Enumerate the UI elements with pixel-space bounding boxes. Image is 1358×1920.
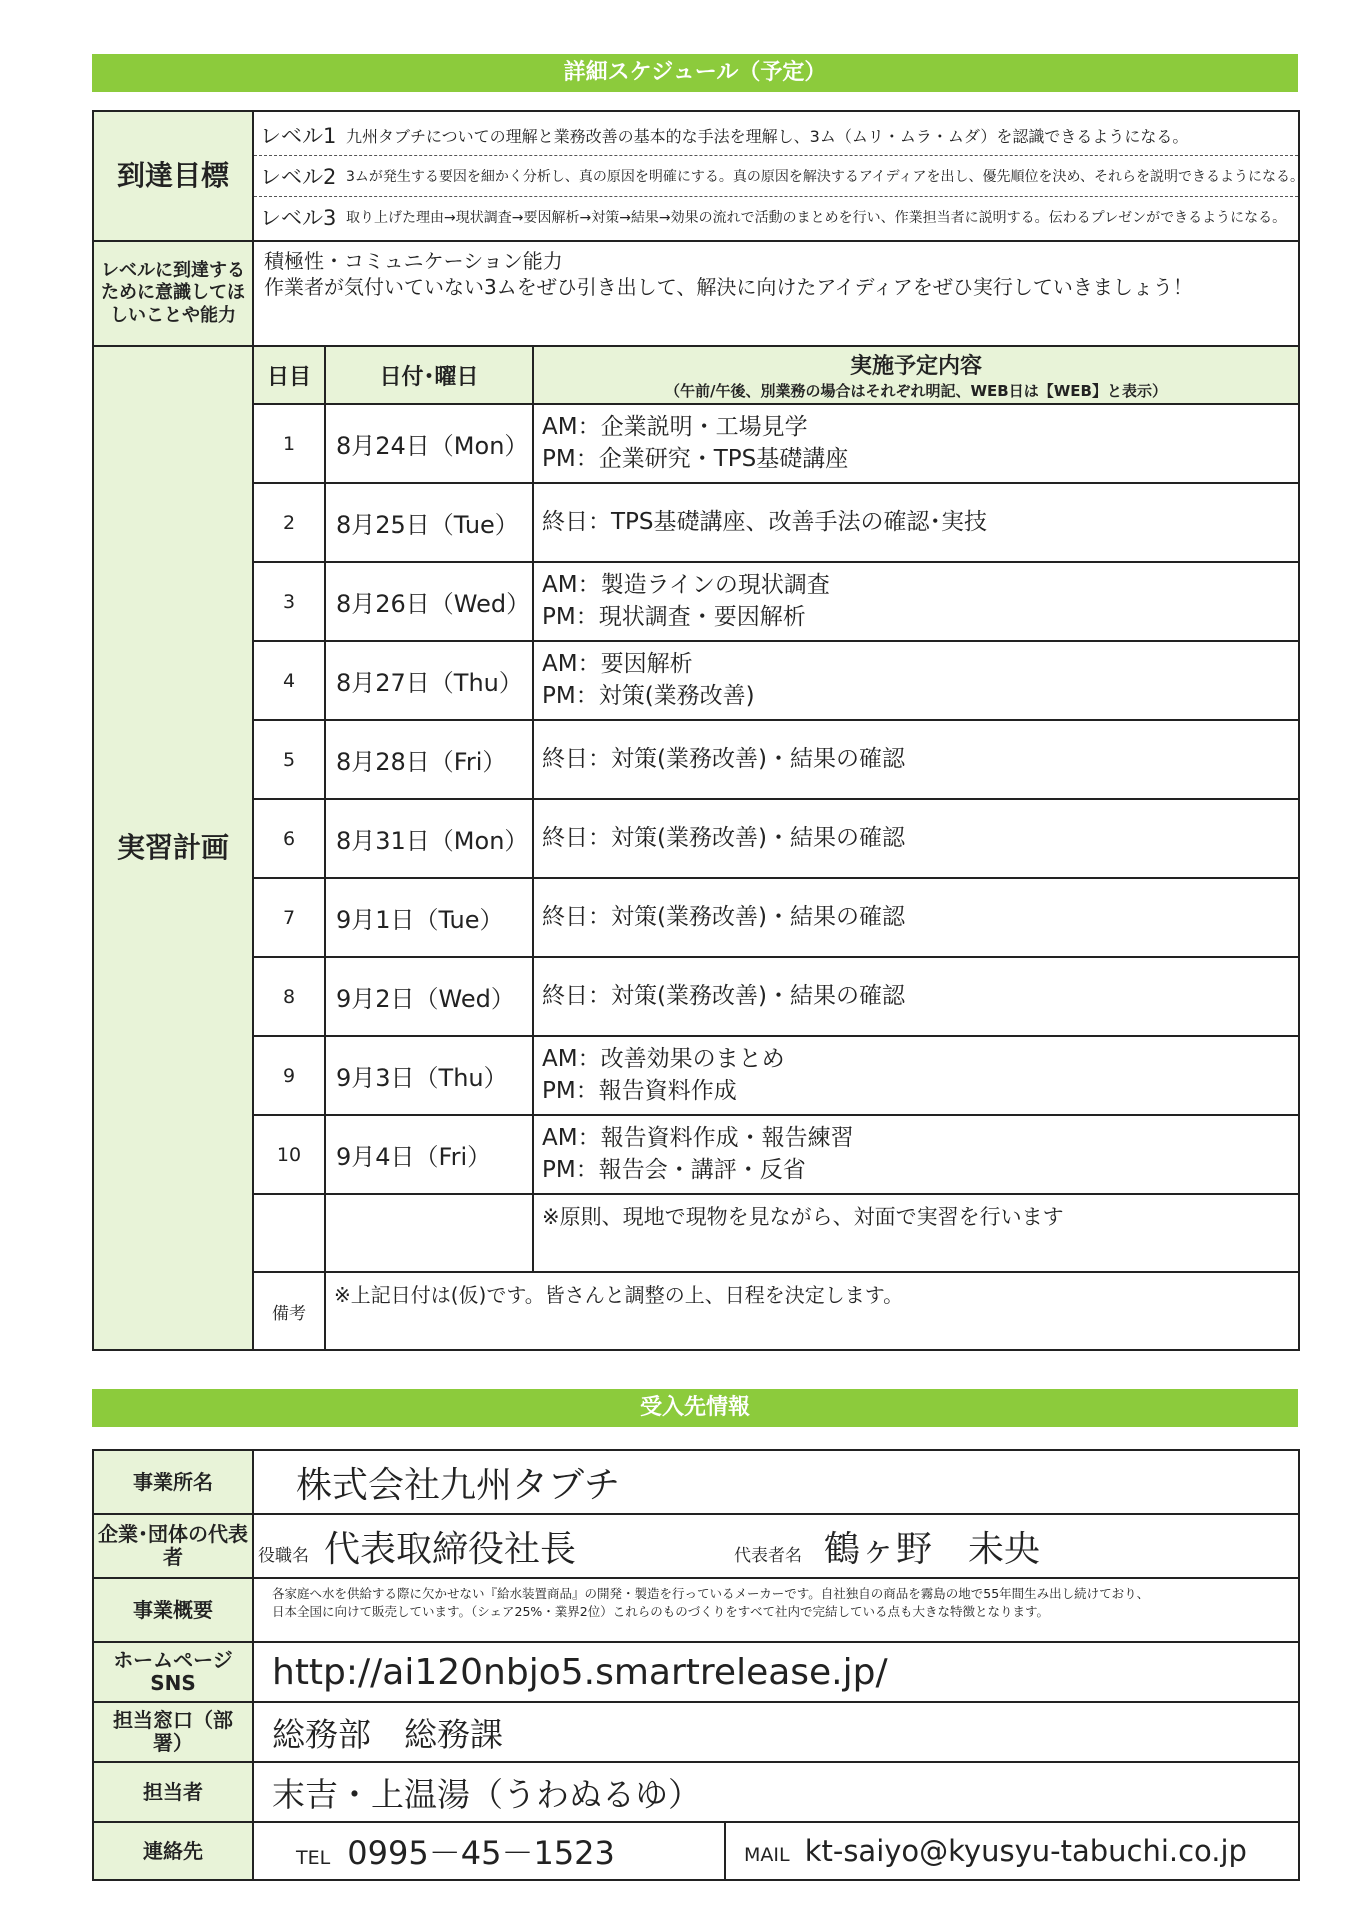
day-plan (533, 483, 1299, 562)
table-row (93, 1115, 1299, 1194)
business-cell (253, 1578, 1299, 1642)
day-number: 9 (253, 1036, 325, 1115)
date-header: 日付･曜日 (325, 346, 533, 404)
plan-line: AM：改善効果のまとめ (542, 1046, 785, 1073)
goal-label: 到達目標 (93, 111, 253, 241)
person-name: 末吉・上温湯（うわぬるゆ） (253, 1762, 1299, 1822)
day-date: 9月4日（Fri） (325, 1115, 533, 1194)
business-line: 各家庭へ水を供給する際に欠かせない『給水装置商品』の開発・製造を行っているメーカーです。自社独自の商品を霧島の地で55年間生み出し続けており、 (272, 1586, 1150, 1601)
day-plan (533, 404, 1299, 483)
hp-url[interactable]: http://ai120nbjo5.smartrelease.jp/ (253, 1642, 1299, 1702)
mail-cell (725, 1822, 1299, 1880)
business-label: 事業概要 (93, 1578, 253, 1642)
plan-line: 終日：対策(業務改善)・結果の確認 (542, 745, 905, 772)
day-number: 7 (253, 878, 325, 957)
day-plan (533, 878, 1299, 957)
day-number: 10 (253, 1115, 325, 1194)
day-date: 9月3日（Thu） (325, 1036, 533, 1115)
rep-cell (253, 1514, 1299, 1578)
plan-line: AM：製造ラインの現状調査 (542, 572, 830, 599)
day-date: 8月31日（Mon） (325, 799, 533, 878)
remarks-text: ※上記日付は(仮)です。皆さんと調整の上、日程を決定します。 (325, 1272, 1299, 1350)
level-name: レベル2 (260, 165, 337, 189)
plan-line: 終日：対策(業務改善)・結果の確認 (542, 824, 905, 851)
day-plan (533, 957, 1299, 1036)
ability-line: 作業者が気付いていない3ムをぜひ引き出して、解決に向けたアイディアをぜひ実行していきましょう！ (264, 275, 1193, 299)
rep-name-label: 代表者名 (734, 1545, 802, 1566)
plan-line: 終日：対策(業務改善)・結果の確認 (542, 982, 905, 1009)
business-line: 日本全国に向けて販売しています。（シェア25%・業界2位）これらのものづくりをすべて社内で完結している点も大きな特徴となります。 (272, 1603, 1049, 1619)
extra-note: ※原則、現地で現物を見ながら、対面で実習を行います (533, 1194, 1299, 1272)
mail-label: MAIL (744, 1844, 790, 1866)
day-number: 6 (253, 799, 325, 878)
schedule-banner: 詳細スケジュール（予定） (92, 54, 1298, 92)
empty-cell (325, 1194, 533, 1272)
plan-line: 終日：TPS基礎講座、改善手法の確認･実技 (542, 508, 988, 535)
level-text: 3ムが発生する要因を細かく分析し、真の原因を明確にする。真の原因を解決するアイディアを出し、優先順位を決め、それらを説明できるようになる。 (346, 169, 1304, 185)
plan-line: PM：現状調査・要因解析 (542, 603, 806, 630)
company-label: 事業所名 (93, 1450, 253, 1514)
dept-row (93, 1702, 1299, 1762)
empty-cell (253, 1194, 325, 1272)
plan-line: AM：報告資料作成・報告練習 (542, 1125, 854, 1152)
content-header-title: 実施予定内容 (849, 354, 982, 379)
day-plan (533, 799, 1299, 878)
ability-label: レベルに到達するために意識してほしいことや能力 (93, 241, 253, 346)
plan-line: PM：対策(業務改善) (542, 682, 755, 709)
ability-line: 積極性・コミュニケーション能力 (264, 249, 563, 273)
contact-label: 連絡先 (93, 1822, 253, 1880)
info-table (92, 1449, 1300, 1881)
day-header: 日目 (253, 346, 325, 404)
rep-row (93, 1514, 1299, 1578)
day-date: 8月26日（Wed） (325, 562, 533, 641)
day-plan (533, 1036, 1299, 1115)
note-row (93, 1194, 1299, 1272)
hp-label: ホームページSNS (93, 1642, 253, 1702)
level-name: レベル3 (260, 206, 337, 230)
day-date: 8月25日（Tue） (325, 483, 533, 562)
content-header (533, 346, 1299, 404)
table-row (93, 720, 1299, 799)
day-date: 8月24日（Mon） (325, 404, 533, 483)
mail-address[interactable]: kt-saiyo@kyusyu-tabuchi.co.jp (804, 1834, 1247, 1868)
day-number: 3 (253, 562, 325, 641)
plan-line: 終日：対策(業務改善)・結果の確認 (542, 903, 905, 930)
company-row (93, 1450, 1299, 1514)
table-row (93, 878, 1299, 957)
schedule-table (92, 110, 1304, 1351)
plan-line: AM：企業説明・工場見学 (542, 414, 808, 441)
ability-row (93, 241, 1299, 346)
hp-row (93, 1642, 1299, 1702)
table-row (93, 483, 1299, 562)
plan-line: PM：報告資料作成 (542, 1077, 737, 1104)
day-number: 8 (253, 957, 325, 1036)
day-plan (533, 641, 1299, 720)
level-row (254, 156, 1304, 197)
plan-header-row (93, 346, 1299, 404)
contact-row (93, 1822, 1299, 1880)
plan-line: AM：要因解析 (542, 651, 693, 678)
table-row (93, 562, 1299, 641)
tel-label: TEL (296, 1847, 331, 1869)
plan-label: 実習計画 (93, 346, 253, 1350)
level-row (254, 197, 1298, 237)
info-banner: 受入先情報 (92, 1389, 1298, 1427)
day-date: 8月27日（Thu） (325, 641, 533, 720)
rep-label: 企業･団体の代表者 (93, 1514, 253, 1578)
day-number: 4 (253, 641, 325, 720)
rep-title: 代表取締役社長 (324, 1528, 577, 1570)
level-row (254, 115, 1298, 156)
level-text: 取り上げた理由→現状調査→要因解析→対策→結果→効果の流れで活動のまとめを行い、作業担当者に説明する。伝わるプレゼンができるようになる。 (346, 210, 1287, 226)
day-number: 5 (253, 720, 325, 799)
person-row (93, 1762, 1299, 1822)
remarks-label: 備考 (253, 1272, 325, 1350)
day-plan (533, 1115, 1299, 1194)
person-label: 担当者 (93, 1762, 253, 1822)
level-text: 九州タブチについての理解と業務改善の基本的な手法を理解し、3ム（ムリ・ムラ・ムダ）を認識できるようになる。 (346, 126, 1189, 146)
day-number: 1 (253, 404, 325, 483)
dept-label: 担当窓口（部署） (93, 1702, 253, 1762)
goal-row (93, 111, 1299, 241)
day-plan (533, 562, 1299, 641)
table-row (93, 799, 1299, 878)
business-row (93, 1578, 1299, 1642)
day-date: 8月28日（Fri） (325, 720, 533, 799)
table-row (93, 404, 1299, 483)
ability-cell (253, 241, 1299, 346)
company-name: 株式会社九州タブチ (253, 1450, 1299, 1514)
day-date: 9月2日（Wed） (325, 957, 533, 1036)
level-name: レベル1 (260, 124, 337, 148)
tel-number[interactable]: 0995－45－1523 (347, 1834, 615, 1872)
day-date: 9月1日（Tue） (325, 878, 533, 957)
content-header-sub: （午前/午後、別業務の場合はそれぞれ明記、WEB日は【WEB】と表示） (665, 382, 1167, 400)
plan-line: PM：報告会・講評・反省 (542, 1156, 806, 1183)
table-row (93, 641, 1299, 720)
tel-cell (253, 1822, 725, 1880)
rep-name: 鶴ヶ野 未央 (824, 1528, 1041, 1570)
title-label: 役職名 (258, 1545, 309, 1566)
levels-cell (253, 111, 1304, 241)
table-row (93, 1036, 1299, 1115)
table-row (93, 957, 1299, 1036)
day-plan (533, 720, 1299, 799)
plan-line: PM：企業研究・TPS基礎講座 (542, 445, 849, 472)
remarks-row (93, 1272, 1299, 1350)
day-number: 2 (253, 483, 325, 562)
dept-name: 総務部 総務課 (253, 1702, 1299, 1762)
